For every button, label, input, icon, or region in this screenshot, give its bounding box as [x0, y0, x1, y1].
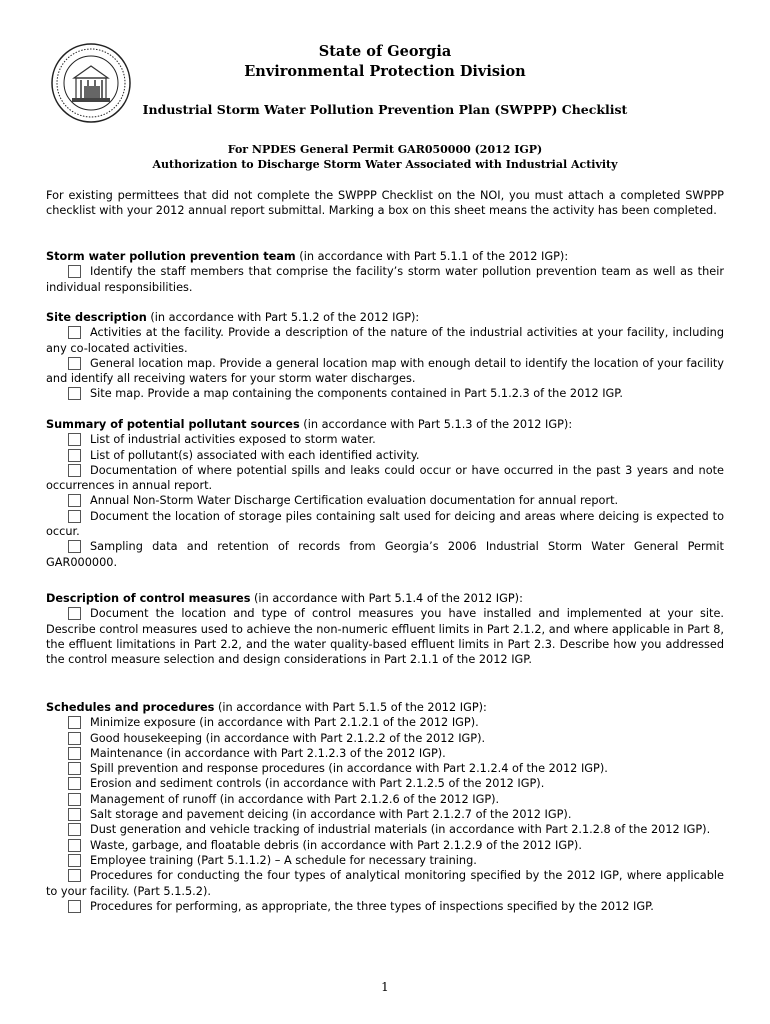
checklist-item: Waste, garbage, and floatable debris (in accordance with Part 2.1.2.9 of the 2012 IGP). [46, 838, 724, 853]
checkbox[interactable] [68, 762, 81, 775]
checkbox[interactable] [68, 732, 81, 745]
checkbox[interactable] [68, 433, 81, 446]
checklist-item: Procedures for performing, as appropriate, the three types of inspections specified by the 2012 IGP. [46, 899, 724, 914]
checkbox[interactable] [68, 793, 81, 806]
authorization-line: Authorization to Discharge Storm Water Associated with Industrial Activity [152, 158, 618, 171]
checklist-item: Document the location of storage piles containing salt used for deicing and areas where deicing is expected to occur. [46, 509, 724, 539]
checklist-item: Identify the staff members that comprise the facility’s storm water pollution prevention team as well as their individual responsibilities. [46, 265, 724, 294]
checklist-item: Activities at the facility. Provide a description of the nature of the industrial activities at your facility, including any co-located activities. [46, 326, 724, 355]
checkbox[interactable] [68, 449, 81, 462]
checkbox[interactable] [68, 357, 81, 370]
section-ref: (in accordance with Part 5.1.5 of the 2012 IGP): [214, 701, 487, 714]
checklist-item: Sampling data and retention of records from Georgia’s 2006 Industrial Storm Water General Permit GAR000000. [46, 540, 724, 569]
section-title: Site description [46, 311, 147, 324]
section-ref: (in accordance with Part 5.1.4 of the 2012 IGP): [250, 592, 523, 605]
section-title: Description of control measures [46, 592, 251, 605]
checklist-item: General location map. Provide a general location map with enough detail to identify the location of your facility and identify all receiving waters for your storm water discharges. [46, 356, 724, 386]
checkbox[interactable] [68, 900, 81, 913]
permit-line: For NPDES General Permit GAR050000 (2012 IGP) [227, 143, 543, 156]
checkbox[interactable] [68, 823, 81, 836]
checklist-item: Maintenance (in accordance with Part 2.1.2.3 of the 2012 IGP). [46, 746, 724, 761]
checklist-item: Site map. Provide a map containing the components contained in Part 5.1.2.3 of the 2012 IGP. [46, 386, 724, 401]
section-pollutant-sources [46, 417, 724, 570]
document-title: Industrial Storm Water Pollution Prevention Plan (SWPPP) Checklist [142, 102, 628, 117]
checklist-item: List of industrial activities exposed to storm water. [46, 432, 724, 447]
checkbox[interactable] [68, 540, 81, 553]
checkbox[interactable] [68, 747, 81, 760]
checkbox[interactable] [68, 869, 81, 882]
checklist-item: List of pollutant(s) associated with each identified activity. [46, 448, 724, 463]
division-heading: Environmental Protection Division [244, 63, 526, 80]
checklist-item: Document the location and type of control measures you have installed and implemented at your site. Describe control measures used to achieve the non-numeric effluent limits in Part 2.1.2, and where applicable in Part 8, the effluent limitations in Part 2.2, and the water quality-based effluent limits in Part 2.3. Describe how you addressed the control measure selection and design considerations in Part 2.1.1 of the 2012 IGP. [46, 607, 724, 667]
checkbox[interactable] [68, 808, 81, 821]
checkbox[interactable] [68, 265, 81, 278]
checkbox[interactable] [68, 494, 81, 507]
checkbox[interactable] [68, 607, 81, 620]
section-ref: (in accordance with Part 5.1.3 of the 2012 IGP): [299, 418, 573, 431]
section-site-description [46, 310, 724, 402]
checkbox[interactable] [68, 510, 81, 523]
page-number: 1 [381, 980, 389, 994]
checklist-item: Employee training (Part 5.1.1.2) – A schedule for necessary training. [46, 853, 724, 868]
checklist-item: Dust generation and vehicle tracking of industrial materials (in accordance with Part 2.1.2.8 of the 2012 IGP). [46, 822, 724, 837]
checklist-item: Minimize exposure (in accordance with Part 2.1.2.1 of the 2012 IGP). [46, 715, 724, 730]
checklist-item: Management of runoff (in accordance with Part 2.1.2.6 of the 2012 IGP). [46, 792, 724, 807]
checkbox[interactable] [68, 854, 81, 867]
checklist-item: Spill prevention and response procedures (in accordance with Part 2.1.2.4 of the 2012 IGP). [46, 761, 724, 776]
checkbox[interactable] [68, 716, 81, 729]
section-title: Storm water pollution prevention team [46, 250, 296, 263]
section-schedules-procedures [46, 700, 724, 914]
checklist-item: Erosion and sediment controls (in accordance with Part 2.1.2.5 of the 2012 IGP). [46, 776, 724, 791]
checkbox[interactable] [68, 387, 81, 400]
section-ref: (in accordance with Part 5.1.2 of the 2012 IGP): [146, 311, 420, 324]
checkbox[interactable] [68, 326, 81, 339]
checklist-item: Procedures for conducting the four types of analytical monitoring specified by the 2012 IGP, where applicable to your facility. (Part 5.1.5.2). [46, 869, 724, 898]
section-control-measures [46, 591, 724, 667]
checklist-item: Annual Non-Storm Water Discharge Certification evaluation documentation for annual report. [46, 493, 724, 508]
section-team [46, 249, 724, 295]
section-ref: (in accordance with Part 5.1.1 of the 2012 IGP): [295, 250, 569, 263]
checkbox[interactable] [68, 464, 81, 477]
checklist-item: Good housekeeping (in accordance with Part 2.1.2.2 of the 2012 IGP). [46, 731, 724, 746]
checklist-item: Salt storage and pavement deicing (in accordance with Part 2.1.2.7 of the 2012 IGP). [46, 807, 724, 822]
checklist-item: Documentation of where potential spills and leaks could occur or have occurred in the past 3 years and note occurrences in annual report. [46, 463, 724, 493]
intro-paragraph: For existing permittees that did not complete the SWPPP Checklist on the NOI, you must attach a completed SWPPP checklist with your 2012 annual report submittal. Marking a box on this sheet means the activity has been completed. [46, 189, 724, 218]
checkbox[interactable] [68, 777, 81, 790]
state-heading: State of Georgia [318, 43, 452, 60]
section-title: Summary of potential pollutant sources [46, 418, 300, 431]
checkbox[interactable] [68, 839, 81, 852]
section-title: Schedules and procedures [46, 701, 215, 714]
